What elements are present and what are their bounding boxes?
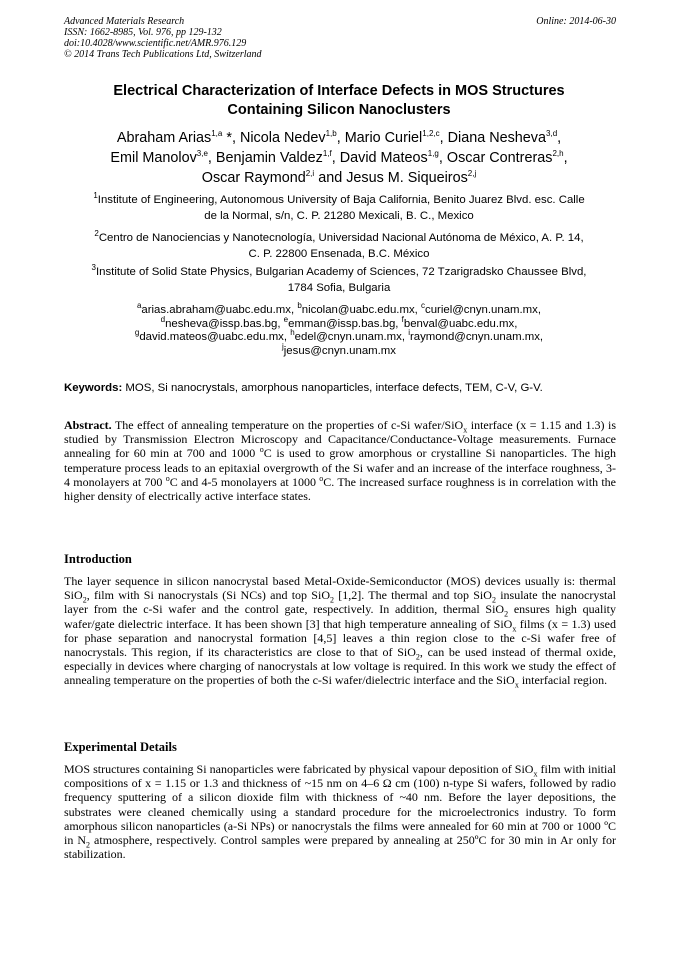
- affiliation-1: $^1$Institute of Engineering, Autonomous University of Baja California, Benito Juarez Blvd. esc. Calle de la Normal, s/n, C. P. 21280 Mexicali, B. C., Mexico: [93, 191, 585, 222]
- email-link[interactable]: nesheva@issp.bas.bg: [165, 317, 278, 330]
- author: Abraham Arias$^{1,a}$ *: [116, 129, 232, 146]
- email-link[interactable]: benval@uabc.edu.mx: [403, 317, 515, 330]
- abstract-label: Abstract.: [64, 418, 112, 432]
- author: David Mateos$^{1,g}$: [339, 149, 439, 166]
- copyright-line: © 2014 Trans Tech Publications Ltd, Switzerland: [64, 49, 262, 60]
- keywords-label: Keywords:: [64, 382, 123, 394]
- email-link[interactable]: emman@issp.bas.bg: [288, 317, 396, 330]
- email-link[interactable]: david.mateos@uabc.edu.mx: [139, 331, 284, 343]
- email-link[interactable]: raymond@cnyn.unam.mx: [409, 331, 540, 343]
- author: Mario Curiel$^{1,2,c}$: [344, 129, 440, 146]
- email-link[interactable]: arias.abraham@uabc.edu.mx: [141, 304, 291, 316]
- email-link[interactable]: edel@cnyn.unam.mx: [294, 331, 402, 343]
- keywords: [64, 381, 616, 395]
- affiliation-3: $^3$Institute of Solid State Physics, Bulgarian Academy of Sciences, 72 Tzarigradsko Chaussee Blvd, 1784 Sofia, Bulgaria: [91, 263, 587, 294]
- keywords-text: MOS, Si nanocrystals, amorphous nanoparticles, interface defects, TEM, C-V, G-V.: [122, 382, 543, 394]
- paper-title: [64, 82, 614, 120]
- issn-line: ISSN: 1662-8985, Vol. 976, pp 129-132: [64, 27, 222, 38]
- title-line-2: Containing Silicon Nanoclusters: [227, 102, 451, 118]
- abstract: Abstract. The effect of annealing temperature on the properties of c-Si wafer/SiO$_x$ interface (x = 1.15 and 1.3) is studied by Transmission Electron Microscopy and Capacitance/Conductance-Voltage measurements. Furnace annealing for 60 min at 700 and 1000 $^o$C is used to grow amorphous or crystalline Si nanoparticles. The high temperature process leads to an epitaxial overgrowth of the Si wafer and an increase of the interface roughness, 3-4 monolayers at 700 $^o$C and 4-5 monolayers at 1000 $^o$C. The increased surface roughness is in correlation with the higher density of electrically active interface states.: [64, 418, 616, 504]
- author-list: Abraham Arias$^{1,a}$ *, Nicola Nedev$^{1,b}$, Mario Curiel$^{1,2,c}$, Diana Nesheva$^{3,d}$, Emil Manolov$^{3,e}$, Benjamin Valdez$^{1,f}$, David Mateos$^{1,g}$, Oscar Contreras$^{2,h}$, Oscar Raymond$^{2,i}$ and Jesus M. Siqueiros$^{2,j}$: [110, 129, 568, 186]
- author: Emil Manolov$^{3,e}$: [110, 149, 208, 166]
- journal-header: [64, 16, 262, 60]
- journal-name: Advanced Materials Research: [64, 16, 185, 27]
- email-link[interactable]: curiel@cnyn.unam.mx: [425, 304, 538, 316]
- experimental-heading: Experimental Details: [64, 740, 177, 754]
- author: Benjamin Valdez$^{1,f}$: [215, 149, 332, 166]
- title-line-1: Electrical Characterization of Interface Defects in MOS Structures: [113, 83, 565, 99]
- email-link[interactable]: nicolan@uabc.edu.mx: [301, 304, 415, 316]
- experimental-text: MOS structures containing Si nanoparticles were fabricated by physical vapour deposition of SiO$_x$ film with initial compositions of x = 1.15 or 1.3 and thickness of ~15 nm on 4–6 Ω cm (100) n-type Si wafers, followed by radio frequency sputtering of a silicon dioxide film with thickness of ~40 nm. Before the layer depositions, the substrates were cleaned chemically using a standard procedure for the microelectronics industry. To form amorphous silicon nanoparticles (a-Si NPs) or nanocrystals the films were annealed for 60 min at 700 or 1000 ºC in $N_2$ atmosphere, respectively. Control samples were prepared by annealing at 250ºC for 30 min in Ar only for stabilization.: [64, 762, 617, 862]
- author: Jesus M. Siqueiros$^{2,j}$: [346, 169, 477, 186]
- introduction-text: The layer sequence in silicon nanocrystal based Metal-Oxide-Semiconductor (MOS) devices usually is: thermal SiO$_2$, film with Si nanocrystals (Si NCs) and top SiO$_2$ [1,2]. The thermal and top SiO$_2$ insulate the nanocrystal layer from the c-Si wafer and the control gate, respectively. In addition, thermal SiO$_2$ ensures high quality wafer/gate dielectric interface. It has been shown [3] that high temperature annealing of SiO$_x$ films (x = 1.3) used for phase separation and nanocrystal formation [4,5] leaves a thin region close to the c-Si wafer free of nanocrystals. This region, if its characteristics are close to that of SiO$_2$, can be used instead of thermal oxide, especially in devices where charging of nanocrystals at low voltage is required. In this work we study the effect of annealing temperature on the properties of both the c-Si wafer/dielectric interface and the SiO$_x$ interfacial region.: [64, 574, 617, 690]
- affiliation-2: $^2$Centro de Nanociencias y Nanotecnología, Universidad Nacional Autónoma de México, A. P. 14, C. P. 22800 Ensenada, B.C. México: [94, 229, 584, 260]
- email-list: $^a$arias.abraham@uabc.edu.mx, $^b$nicolan@uabc.edu.mx, $^c$curiel@cnyn.unam.mx, $^d$nesheva@issp.bas.bg, $^e$emman@issp.bas.bg, $^f$benval@uabc.edu.mx, $^g$david.mateos@uabc.edu.mx, $^h$edel@cnyn.unam.mx, $^i$raymond@cnyn.unam.mx, $^j$jesus@cnyn.unam.mx: [134, 301, 544, 357]
- email-link[interactable]: jesus@cnyn.unam.mx: [283, 344, 396, 357]
- doi-line[interactable]: doi:10.4028/www.scientific.net/AMR.976.129: [64, 38, 247, 49]
- author: Nicola Nedev$^{1,b}$: [239, 129, 337, 146]
- author: Oscar Contreras$^{2,h}$: [446, 149, 564, 166]
- introduction-heading: Introduction: [64, 552, 132, 566]
- author-conjunction: and: [318, 170, 343, 186]
- author: Oscar Raymond$^{2,i}$: [201, 169, 315, 186]
- online-date: Online: 2014-06-30: [536, 16, 616, 27]
- author: Diana Nesheva$^{3,d}$: [447, 129, 558, 146]
